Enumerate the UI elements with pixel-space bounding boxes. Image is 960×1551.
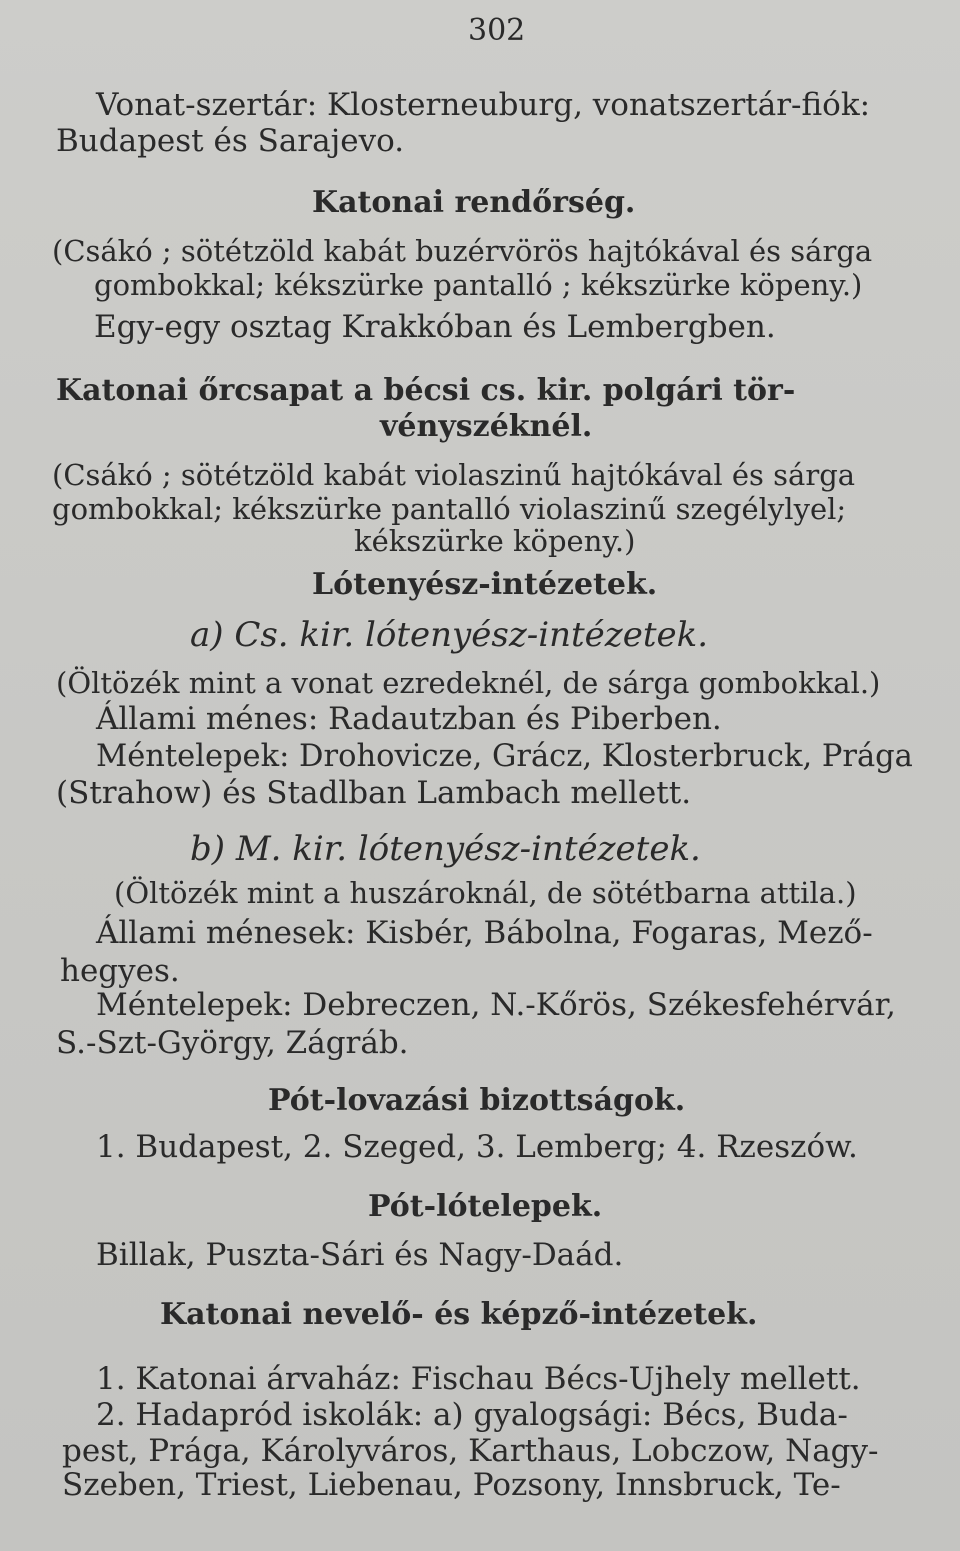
text-line: gombokkal; kékszürke pantalló violaszinű szegélylyel; (52, 492, 847, 526)
text-line: 1. Katonai árvaház: Fischau Bécs-Ujhely mellett. (96, 1361, 861, 1397)
text-line: Méntelepek: Debreczen, N.-Kőrös, Székesfehérvár, (96, 987, 896, 1023)
text-line: Állami ménesek: Kisbér, Bábolna, Fogaras, Mező- (96, 915, 873, 951)
text-line: 1. Budapest, 2. Szeged, 3. Lemberg; 4. Rzeszów. (96, 1129, 858, 1165)
text-line: Budapest és Sarajevo. (56, 123, 405, 159)
subsection-heading: a) Cs. kir. lótenyész-intézetek. (190, 615, 709, 655)
text-line: (Strahow) és Stadlban Lambach mellett. (56, 775, 692, 811)
text-line: pest, Prága, Károlyváros, Karthaus, Lobczow, Nagy- (62, 1433, 879, 1469)
text-line: Méntelepek: Drohovicze, Grácz, Klosterbruck, Prága (96, 739, 913, 774)
text-line: kékszürke köpeny.) (354, 524, 636, 558)
text-line: (Csákó ; sötétzöld kabát buzérvörös hajtókával és sárga (52, 234, 873, 268)
text-line: 2. Hadapród iskolák: a) gyalogsági: Bécs, Buda- (96, 1397, 848, 1433)
text-line: (Öltözék mint a vonat ezredeknél, de sárga gombokkal.) (56, 666, 881, 700)
text-line: (Öltözék mint a huszároknál, de sötétbarna attila.) (114, 876, 857, 910)
text-line: gombokkal; kékszürke pantalló ; kékszürke köpeny.) (94, 268, 863, 302)
text-line: Billak, Puszta-Sári és Nagy-Daád. (96, 1237, 624, 1273)
text-line: Szeben, Triest, Liebenau, Pozsony, Innsbruck, Te- (62, 1467, 841, 1503)
text-line: Vonat-szertár: Klosterneuburg, vonatszertár-fiók: (96, 87, 871, 123)
section-heading: Lótenyész-intézetek. (312, 567, 658, 602)
text-line: hegyes. (60, 953, 180, 989)
section-heading: Katonai nevelő- és képző-intézetek. (160, 1297, 758, 1332)
text-line: Állami ménes: Radautzban és Piberben. (96, 701, 722, 737)
text-line: Egy-egy osztag Krakkóban és Lembergben. (94, 309, 776, 345)
text-line: (Csákó ; sötétzöld kabát violaszinű hajtókával és sárga (52, 458, 856, 492)
page-number: 302 (468, 13, 526, 48)
section-heading: vényszéknél. (380, 409, 593, 444)
subsection-heading: b) M. kir. lótenyész-intézetek. (190, 829, 701, 869)
section-heading: Pót-lovazási bizottságok. (268, 1083, 686, 1118)
section-heading: Katonai őrcsapat a bécsi cs. kir. polgári tör- (56, 373, 796, 408)
section-heading: Katonai rendőrség. (312, 185, 636, 220)
section-heading: Pót-lótelepek. (368, 1189, 603, 1224)
text-line: S.-Szt-György, Zágráb. (56, 1025, 409, 1061)
